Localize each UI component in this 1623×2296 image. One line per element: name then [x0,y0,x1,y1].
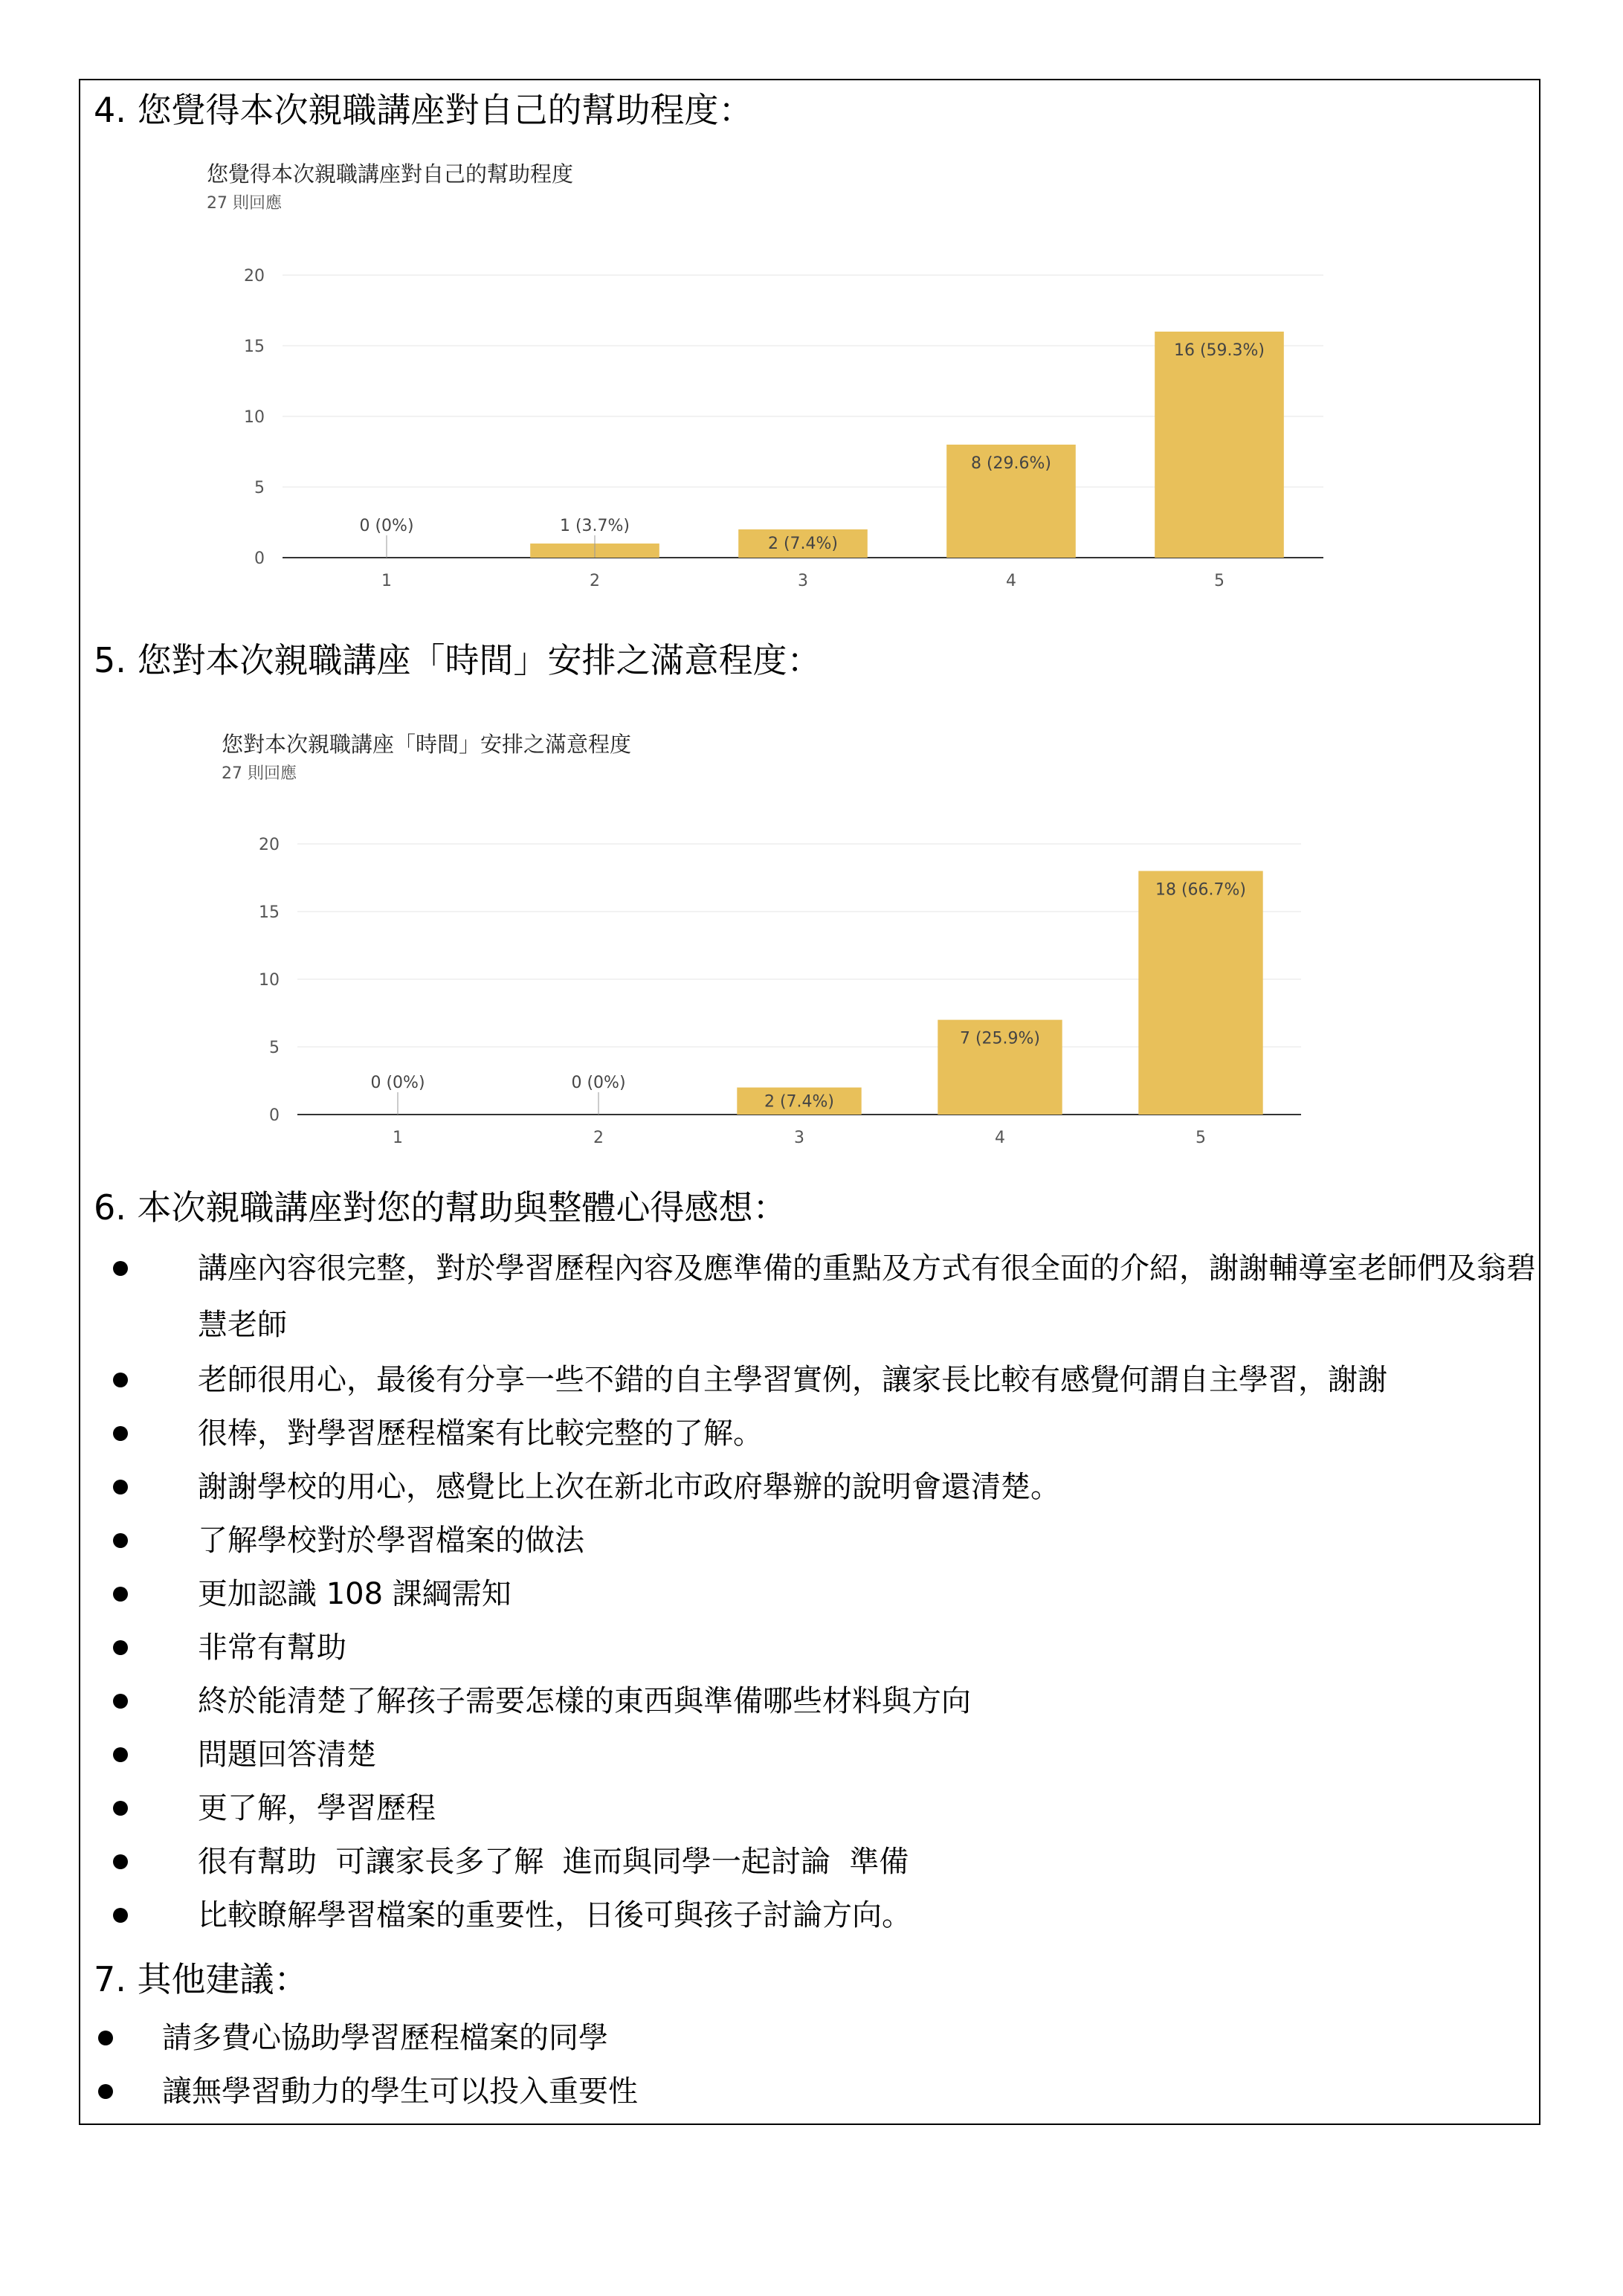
y-tick-label: 15 [259,903,280,922]
q4-bar-chart [193,156,1353,602]
list-item: 比較瞭解學習檔案的重要性，日後可與孩子討論方向。 [198,1889,1536,1942]
data-label: 8 (29.6%) [970,454,1052,473]
x-tick-label: 2 [590,572,600,590]
data-label: 2 (7.4%) [767,535,839,553]
y-tick-label: 20 [244,267,265,286]
bullet-icon [98,2031,113,2045]
bullet-icon [113,1908,128,1923]
list-item: 老師很用心，最後有分享一些不錯的自主學習實例，讓家長比較有感覺何謂自主學習，謝謝 [198,1353,1536,1407]
x-tick-label: 2 [593,1129,604,1147]
bullet-icon [98,2084,113,2099]
data-label: 16 (59.3%) [1173,341,1265,360]
data-label: 0 (0%) [359,517,414,535]
y-tick-label: 0 [269,1106,280,1125]
bullet-icon [113,1261,128,1276]
list-item: 更加認識 108 課綱需知 [198,1567,1536,1621]
data-label: 7 (25.9%) [959,1029,1041,1048]
data-label: 1 (3.7%) [559,517,630,535]
list-item: 非常有幫助 [198,1621,1536,1674]
y-tick-label: 10 [259,971,280,990]
bar [1138,871,1262,1115]
y-tick-label: 20 [259,836,280,854]
x-tick-label: 5 [1196,1129,1206,1147]
x-tick-label: 1 [393,1129,403,1147]
bullet-icon [113,1640,128,1655]
q6-feedback-list [198,1240,1536,1942]
bullet-icon [113,1694,128,1709]
data-label: 2 (7.4%) [764,1092,835,1112]
bullet-icon [113,1426,128,1441]
y-tick-label: 0 [254,549,265,568]
bullet-icon [113,1533,128,1548]
q5-heading: 5. 您對本次親職講座「時間」安排之滿意程度： [94,640,822,680]
list-item: 請多費心協助學習歷程檔案的同學 [162,2011,1500,2065]
data-label: 0 (0%) [571,1074,626,1092]
bar [1155,332,1284,558]
y-tick-label: 5 [254,479,265,497]
list-item: 講座內容很完整，對於學習歷程內容及應準備的重點及方式有很全面的介紹，謝謝輔導室老師們及翁碧慧老師 [198,1240,1536,1353]
data-label: 0 (0%) [370,1074,425,1092]
bullet-icon [113,1480,128,1494]
chart-svg [193,156,1353,602]
x-tick-label: 3 [794,1129,804,1147]
x-tick-label: 3 [798,572,808,590]
list-item: 很棒，對學習歷程檔案有比較完整的了解。 [198,1407,1536,1460]
x-tick-label: 1 [381,572,392,590]
list-item: 很有幫助 可讓家長多了解 進而與同學一起討論 準備 [198,1835,1536,1889]
bullet-icon [113,1854,128,1869]
q6-heading: 6. 本次親職講座對您的幫助與整體心得感想： [94,1187,787,1228]
chart-subtitle: 27 則回應 [222,764,297,783]
q5-bar-chart [193,725,1353,1156]
y-tick-label: 5 [269,1039,280,1057]
chart-title: 您對本次親職講座「時間」安排之滿意程度 [222,732,632,757]
list-item: 謝謝學校的用心，感覺比上次在新北市政府舉辦的說明會還清楚。 [198,1460,1536,1514]
bullet-icon [113,1747,128,1762]
data-label: 18 (66.7%) [1155,880,1247,900]
bullet-icon [113,1801,128,1816]
chart-svg [193,725,1353,1156]
list-item: 了解學校對於學習檔案的做法 [198,1514,1536,1567]
q7-suggestion-list [162,2011,1500,2118]
list-item: 問題回答清楚 [198,1728,1536,1781]
bullet-icon [113,1587,128,1602]
list-item: 終於能清楚了解孩子需要怎樣的東西與準備哪些材料與方向 [198,1674,1536,1728]
chart-subtitle: 27 則回應 [207,194,282,213]
y-tick-label: 10 [244,408,265,427]
list-item: 讓無學習動力的學生可以投入重要性 [162,2065,1500,2118]
q4-heading: 4. 您覺得本次親職講座對自己的幫助程度： [94,90,753,130]
chart-title: 您覺得本次親職講座對自己的幫助程度 [207,161,574,187]
q7-heading: 7. 其他建議： [94,1959,309,1999]
x-tick-label: 4 [995,1129,1005,1147]
list-item: 更了解，學習歷程 [198,1781,1536,1835]
x-tick-label: 4 [1006,572,1016,590]
bullet-icon [113,1373,128,1387]
x-tick-label: 5 [1214,572,1224,590]
y-tick-label: 15 [244,338,265,356]
